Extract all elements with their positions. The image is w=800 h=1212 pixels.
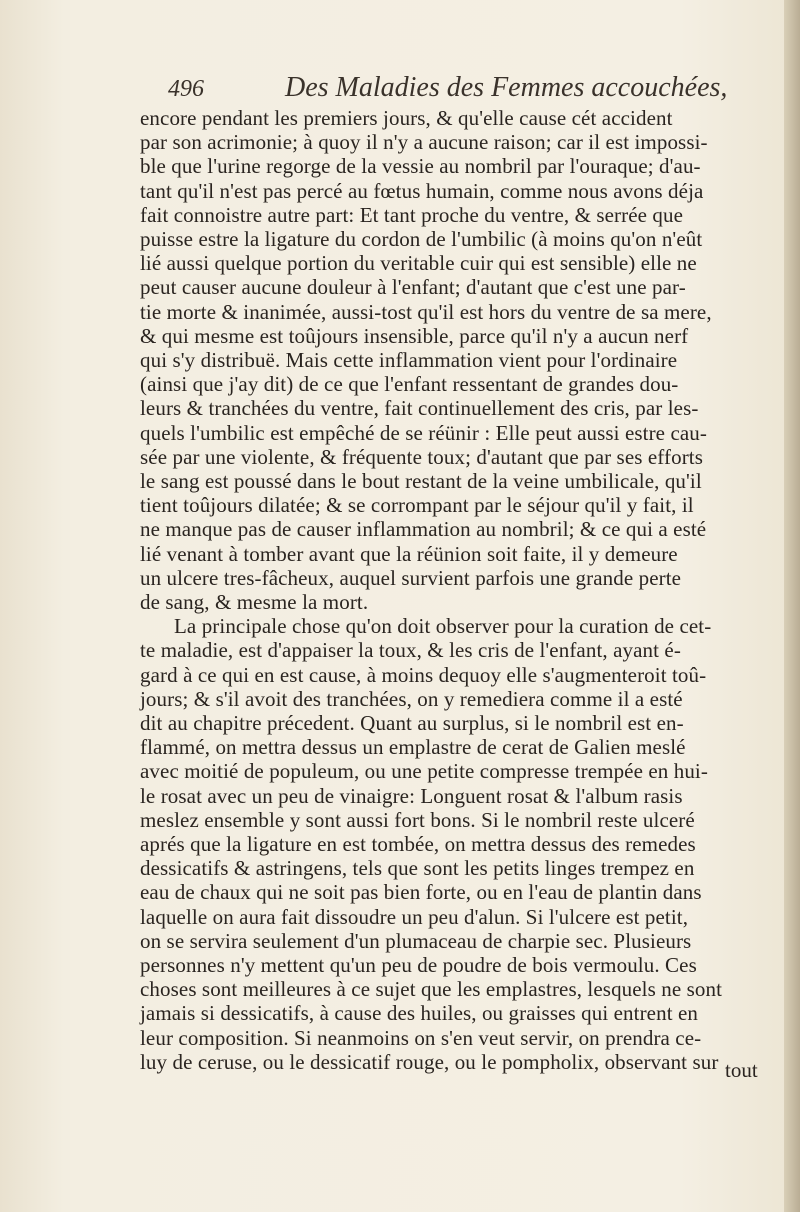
text-line: jamais si dessicatifs, à cause des huiles, ou graisses qui entrent en [140,1001,699,1026]
text-line: tie morte & inanimée, aussi-tost qu'il est hors du ventre de sa mere, [140,299,712,324]
text-line: ne manque pas de causer inflammation au nombril; & ce qui a esté [140,517,707,542]
text-line: quels l'umbilic est empêché de se réünir : Elle peut aussi estre cau- [140,420,707,445]
text-line: encore pendant les premiers jours, & qu'elle cause cét accident [140,106,673,130]
text-line: un ulcere tres-fâcheux, auquel survient parfois une grande perte [140,565,682,590]
text-line: sée par une violente, & fréquente toux; d'autant que par ses efforts [140,444,704,469]
text-line: tient toûjours dilatée; & se corrompant par le séjour qu'il y fait, il [140,493,694,518]
text-line: par son acrimonie; à quoy il n'y a aucune raison; car il est impossi- [140,130,708,155]
text-line: on se servira seulement d'un plumaceau de charpie sec. Plusieurs [140,928,692,953]
text-line: puisse estre la ligature du cordon de l'umbilic (à moins qu'on n'eût [140,227,703,251]
text-line: le rosat avec un peu de vinaigre: Longuent rosat & l'album rasis [140,783,683,808]
text-line: le sang est poussé dans le bout restant de la veine umbilicale, qu'il [140,469,702,493]
text-line: qui s'y distribuë. Mais cette inflammation vient pour l'ordinaire [140,348,678,372]
text-line: leur composition. Si neanmoins on s'en veut servir, on prendra ce- [140,1025,702,1050]
text-line: te maladie, est d'appaiser la toux, & les cris de l'enfant, ayant é- [140,638,681,663]
text-line: meslez ensemble y sont aussi fort bons. Si le nombril reste ulceré [140,807,695,832]
text-line: & qui mesme est toûjours insensible, parce qu'il n'y a aucun nerf [140,323,689,348]
page-number: 496 [168,76,204,102]
text-line: luy de ceruse, ou le dessicatif rouge, ou le pompholix, observant sur [140,1049,719,1074]
text-line: lié aussi quelque portion du veritable cuir qui est sensible) elle ne [140,251,697,276]
catchword: tout [725,1058,758,1082]
text-line: lié venant à tomber avant que la réünion soit faite, il y demeure [140,541,678,566]
text-line: flammé, on mettra dessus un emplastre de cerat de Galien meslé [140,735,686,760]
page-edge [784,0,800,1212]
text-line: de sang, & mesme la mort. [140,590,369,614]
text-line: eau de chaux qui ne soit pas bien forte, ou en l'eau de plantin dans [140,880,702,905]
text-line: personnes n'y mettent qu'un peu de poudre de bois vermoulu. Ces [140,953,697,977]
running-title: Des Maladies des Femmes accouchées, [285,72,728,103]
text-line: ble que l'urine regorge de la vessie au nombril par l'ouraque; d'au- [140,154,701,179]
text-line: La principale chose qu'on doit observer pour la curation de cet- [174,614,712,639]
text-line: avec moitié de populeum, ou une petite compresse trempée en hui- [140,759,708,784]
text-line: fait connoistre autre part: Et tant proche du ventre, & serrée que [140,202,684,227]
text-line: choses sont meilleures à ce sujet que les emplastres, lesquels ne sont [140,977,723,1002]
text-line: jours; & s'il avoit des tranchées, on y remediera comme il a esté [140,686,683,711]
text-line: laquelle on aura fait dissoudre un peu d'alun. Si l'ulcere est petit, [140,904,689,929]
text-line: (ainsi que j'ay dit) de ce que l'enfant ressentant de grandes dou- [140,372,679,397]
text-line: peut causer aucune douleur à l'enfant; d'autant que c'est une par- [140,275,686,300]
page-header [168,70,728,110]
text-line: leurs & tranchées du ventre, fait continuellement des cris, par les- [140,396,699,421]
text-line: dessicatifs & astringens, tels que sont les petits linges trempez en [140,856,695,881]
text-line: gard à ce qui en est cause, à moins dequoy elle s'augmenteroit toû- [140,662,707,687]
text-line: dit au chapitre précedent. Quant au surplus, si le nombril est en- [140,711,684,735]
text-line: aprés que la ligature en est tombée, on mettra dessus des remedes [140,832,696,856]
text-line: tant qu'il n'est pas percé au fœtus humain, comme nous avons déja [140,178,704,203]
